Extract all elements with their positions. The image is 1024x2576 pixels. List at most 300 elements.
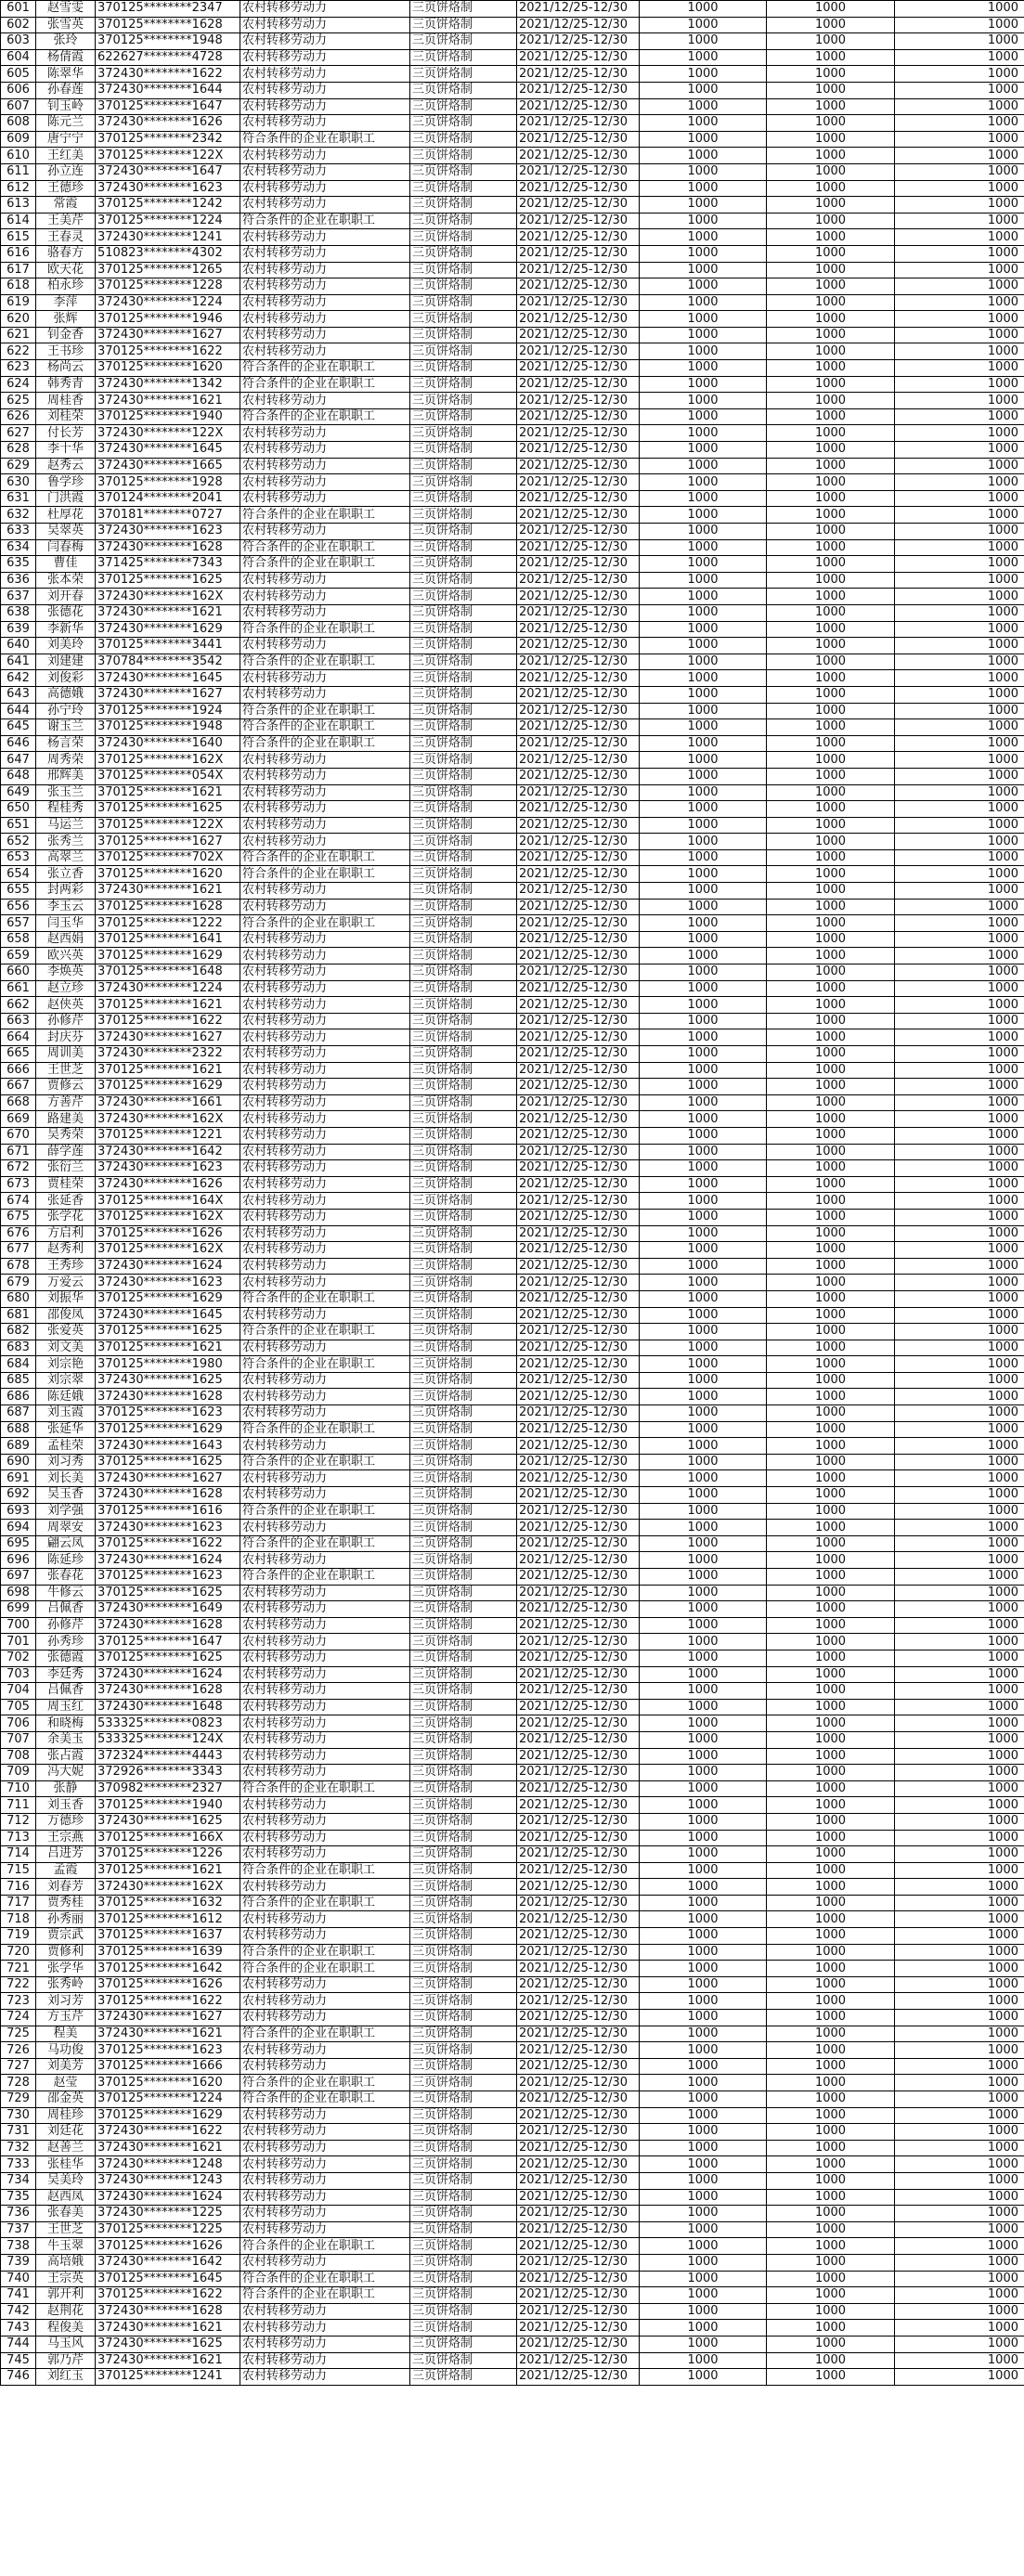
amount-3-cell: 1000 (895, 752, 1024, 769)
amount-1-cell: 1000 (640, 1160, 767, 1177)
person-category-cell: 农村转移劳动力 (240, 1127, 410, 1144)
amount-3-cell: 1000 (895, 654, 1024, 670)
amount-1-cell: 1000 (640, 1797, 767, 1814)
row-number-cell: 705 (1, 1699, 36, 1715)
amount-1-cell: 1000 (640, 834, 767, 850)
person-category-cell: 农村转移劳动力 (240, 474, 410, 491)
id-number-cell: 372430********1627 (96, 2010, 240, 2026)
person-name-cell: 骆春方 (36, 245, 96, 262)
training-date-cell: 2021/12/25-12/30 (517, 1879, 640, 1896)
row-number-cell: 658 (1, 931, 36, 948)
person-name-cell: 张学华 (36, 1961, 96, 1977)
training-date-cell: 2021/12/25-12/30 (517, 1928, 640, 1945)
amount-3-cell: 1000 (895, 2075, 1024, 2091)
training-project-cell: 三页饼烙制 (410, 1683, 517, 1700)
table-row (1, 2156, 1024, 2173)
training-date-cell: 2021/12/25-12/30 (517, 572, 640, 589)
person-category-cell: 农村转移劳动力 (240, 964, 410, 981)
person-category-cell: 农村转移劳动力 (240, 393, 410, 409)
amount-2-cell: 1000 (767, 703, 895, 719)
id-number-cell: 510823********4302 (96, 245, 240, 262)
training-project-cell: 三页饼烙制 (410, 1275, 517, 1291)
person-name-cell: 张延香 (36, 1193, 96, 1210)
training-project-cell: 三页饼烙制 (410, 2091, 517, 2108)
row-number-cell: 684 (1, 1356, 36, 1373)
table-row (1, 964, 1024, 981)
training-project-cell: 三页饼烙制 (410, 1846, 517, 1863)
amount-1-cell: 1000 (640, 474, 767, 491)
person-name-cell: 门洪霞 (36, 490, 96, 507)
training-date-cell: 2021/12/25-12/30 (517, 393, 640, 409)
training-project-cell: 三页饼烙制 (410, 148, 517, 164)
table-row (1, 883, 1024, 900)
amount-2-cell: 1000 (767, 604, 895, 621)
person-category-cell: 农村转移劳动力 (240, 1976, 410, 1993)
amount-2-cell: 1000 (767, 817, 895, 834)
person-name-cell: 张玉兰 (36, 784, 96, 801)
id-number-cell: 372430********1645 (96, 1307, 240, 1324)
training-project-cell: 三页饼烙制 (410, 1470, 517, 1487)
row-number-cell: 710 (1, 1780, 36, 1797)
row-number-cell: 673 (1, 1176, 36, 1193)
person-category-cell: 符合条件的企业在职职工 (240, 703, 410, 719)
id-number-cell: 370125********1242 (96, 197, 240, 214)
training-project-cell: 三页饼烙制 (410, 1307, 517, 1324)
amount-3-cell: 1000 (895, 817, 1024, 834)
training-date-cell: 2021/12/25-12/30 (517, 2140, 640, 2156)
training-date-cell: 2021/12/25-12/30 (517, 784, 640, 801)
person-category-cell: 农村转移劳动力 (240, 66, 410, 83)
table-row (1, 572, 1024, 589)
amount-2-cell: 1000 (767, 1046, 895, 1063)
training-date-cell: 2021/12/25-12/30 (517, 245, 640, 262)
training-date-cell: 2021/12/25-12/30 (517, 425, 640, 442)
person-category-cell: 农村转移劳动力 (240, 1258, 410, 1275)
row-number-cell: 734 (1, 2172, 36, 2189)
row-number-cell: 728 (1, 2075, 36, 2091)
table-row (1, 2010, 1024, 2026)
amount-2-cell: 1000 (767, 2140, 895, 2156)
table-row (1, 278, 1024, 295)
row-number-cell: 646 (1, 735, 36, 752)
amount-3-cell: 1000 (895, 197, 1024, 214)
amount-1-cell: 1000 (640, 1340, 767, 1356)
person-name-cell: 王书珍 (36, 343, 96, 360)
training-date-cell: 2021/12/25-12/30 (517, 1569, 640, 1586)
person-category-cell: 农村转移劳动力 (240, 1062, 410, 1079)
training-project-cell: 三页饼烙制 (410, 2336, 517, 2352)
amount-1-cell: 1000 (640, 2254, 767, 2271)
amount-1-cell: 1000 (640, 163, 767, 180)
training-project-cell: 三页饼烙制 (410, 115, 517, 132)
training-project-cell: 三页饼烙制 (410, 245, 517, 262)
id-number-cell: 370125********1980 (96, 1356, 240, 1373)
id-number-cell: 370125********1629 (96, 1421, 240, 1438)
amount-3-cell: 1000 (895, 1780, 1024, 1797)
amount-2-cell: 1000 (767, 1944, 895, 1961)
training-project-cell: 三页饼烙制 (410, 2010, 517, 2026)
person-category-cell: 农村转移劳动力 (240, 980, 410, 997)
person-category-cell: 符合条件的企业在职职工 (240, 213, 410, 229)
row-number-cell: 604 (1, 49, 36, 66)
person-category-cell: 符合条件的企业在职职工 (240, 1944, 410, 1961)
id-number-cell: 370125********162X (96, 1242, 240, 1259)
id-number-cell: 370125********166X (96, 1830, 240, 1846)
training-project-cell: 三页饼烙制 (410, 17, 517, 33)
amount-2-cell: 1000 (767, 2075, 895, 2091)
amount-1-cell: 1000 (640, 1666, 767, 1683)
table-row (1, 997, 1024, 1014)
person-name-cell: 万爱云 (36, 1275, 96, 1291)
id-number-cell: 370125********1625 (96, 572, 240, 589)
id-number-cell: 370125********1641 (96, 931, 240, 948)
row-number-cell: 617 (1, 262, 36, 278)
person-name-cell: 郭开利 (36, 2287, 96, 2304)
training-date-cell: 2021/12/25-12/30 (517, 1666, 640, 1683)
amount-3-cell: 1000 (895, 883, 1024, 900)
person-name-cell: 贾桂荣 (36, 1176, 96, 1193)
amount-3-cell: 1000 (895, 1062, 1024, 1079)
amount-3-cell: 1000 (895, 572, 1024, 589)
id-number-cell: 372430********1623 (96, 1275, 240, 1291)
amount-1-cell: 1000 (640, 638, 767, 654)
amount-3-cell: 1000 (895, 458, 1024, 474)
id-number-cell: 370125********1623 (96, 1569, 240, 1586)
table-row (1, 1879, 1024, 1896)
amount-3-cell: 1000 (895, 2206, 1024, 2222)
training-date-cell: 2021/12/25-12/30 (517, 2369, 640, 2386)
amount-1-cell: 1000 (640, 915, 767, 932)
amount-3-cell: 1000 (895, 131, 1024, 148)
training-date-cell: 2021/12/25-12/30 (517, 2254, 640, 2271)
amount-1-cell: 1000 (640, 931, 767, 948)
row-number-cell: 698 (1, 1585, 36, 1601)
person-category-cell: 农村转移劳动力 (240, 1797, 410, 1814)
row-number-cell: 691 (1, 1470, 36, 1487)
training-date-cell: 2021/12/25-12/30 (517, 1699, 640, 1715)
training-date-cell: 2021/12/25-12/30 (517, 964, 640, 981)
id-number-cell: 370125********1622 (96, 343, 240, 360)
id-number-cell: 370125********1622 (96, 1535, 240, 1552)
id-number-cell: 370125********1621 (96, 1340, 240, 1356)
table-row (1, 1585, 1024, 1601)
person-category-cell: 农村转移劳动力 (240, 2156, 410, 2173)
amount-1-cell: 1000 (640, 294, 767, 311)
amount-2-cell: 1000 (767, 1421, 895, 1438)
row-number-cell: 723 (1, 1993, 36, 2010)
person-category-cell: 符合条件的企业在职职工 (240, 2271, 410, 2287)
person-name-cell: 刘俊彩 (36, 670, 96, 687)
amount-3-cell: 1000 (895, 1699, 1024, 1715)
amount-1-cell: 1000 (640, 1650, 767, 1666)
person-category-cell: 农村转移劳动力 (240, 1813, 410, 1830)
amount-1-cell: 1000 (640, 654, 767, 670)
amount-2-cell: 1000 (767, 1225, 895, 1242)
id-number-cell: 370125********1632 (96, 1895, 240, 1911)
table-row (1, 1830, 1024, 1846)
row-number-cell: 681 (1, 1307, 36, 1324)
row-number-cell: 657 (1, 915, 36, 932)
training-date-cell: 2021/12/25-12/30 (517, 2172, 640, 2189)
training-project-cell: 三页饼烙制 (410, 2124, 517, 2141)
person-category-cell: 符合条件的企业在职职工 (240, 376, 410, 393)
training-project-cell: 三页饼烙制 (410, 1634, 517, 1650)
training-date-cell: 2021/12/25-12/30 (517, 163, 640, 180)
training-project-cell: 三页饼烙制 (410, 1520, 517, 1536)
table-row (1, 556, 1024, 573)
id-number-cell: 370125********2347 (96, 1, 240, 18)
table-row (1, 197, 1024, 214)
id-number-cell: 372430********1241 (96, 229, 240, 246)
id-number-cell: 372430********162X (96, 589, 240, 605)
amount-3-cell: 1000 (895, 425, 1024, 442)
amount-3-cell: 1000 (895, 931, 1024, 948)
table-row (1, 1911, 1024, 1928)
amount-2-cell: 1000 (767, 1520, 895, 1536)
training-project-cell: 三页饼烙制 (410, 2303, 517, 2320)
person-category-cell: 符合条件的企业在职职工 (240, 1356, 410, 1373)
amount-3-cell: 1000 (895, 2189, 1024, 2206)
amount-1-cell: 1000 (640, 1535, 767, 1552)
training-date-cell: 2021/12/25-12/30 (517, 1520, 640, 1536)
table-row (1, 1601, 1024, 1618)
row-number-cell: 653 (1, 849, 36, 866)
table-row (1, 2107, 1024, 2124)
person-category-cell: 农村转移劳动力 (240, 817, 410, 834)
training-project-cell: 三页饼烙制 (410, 474, 517, 491)
amount-3-cell: 1000 (895, 408, 1024, 425)
training-date-cell: 2021/12/25-12/30 (517, 1748, 640, 1765)
amount-3-cell: 1000 (895, 360, 1024, 377)
training-date-cell: 2021/12/25-12/30 (517, 1013, 640, 1029)
training-project-cell: 三页饼烙制 (410, 1715, 517, 1732)
amount-1-cell: 1000 (640, 1715, 767, 1732)
person-name-cell: 孙秀丽 (36, 1911, 96, 1928)
table-row (1, 66, 1024, 83)
amount-2-cell: 1000 (767, 1780, 895, 1797)
person-name-cell: 刘宗翠 (36, 1372, 96, 1389)
person-category-cell: 农村转移劳动力 (240, 2058, 410, 2075)
person-name-cell: 王德珍 (36, 180, 96, 197)
person-category-cell: 农村转移劳动力 (240, 278, 410, 295)
person-name-cell: 贾宗武 (36, 1928, 96, 1945)
person-name-cell: 孙秀珍 (36, 1634, 96, 1650)
amount-2-cell: 1000 (767, 1258, 895, 1275)
amount-1-cell: 1000 (640, 1601, 767, 1618)
amount-3-cell: 1000 (895, 33, 1024, 50)
amount-1-cell: 1000 (640, 1895, 767, 1911)
person-category-cell: 农村转移劳动力 (240, 2320, 410, 2337)
id-number-cell: 372926********3343 (96, 1765, 240, 1781)
training-project-cell: 三页饼烙制 (410, 1258, 517, 1275)
training-date-cell: 2021/12/25-12/30 (517, 1552, 640, 1569)
amount-2-cell: 1000 (767, 1094, 895, 1111)
amount-1-cell: 1000 (640, 1258, 767, 1275)
amount-2-cell: 1000 (767, 131, 895, 148)
table-row (1, 507, 1024, 524)
amount-3-cell: 1000 (895, 964, 1024, 981)
amount-3-cell: 1000 (895, 638, 1024, 654)
row-number-cell: 609 (1, 131, 36, 148)
row-number-cell: 619 (1, 294, 36, 311)
table-row (1, 1503, 1024, 1520)
amount-2-cell: 1000 (767, 1911, 895, 1928)
training-project-cell: 三页饼烙制 (410, 1454, 517, 1470)
row-number-cell: 701 (1, 1634, 36, 1650)
amount-3-cell: 1000 (895, 1094, 1024, 1111)
amount-1-cell: 1000 (640, 621, 767, 638)
row-number-cell: 731 (1, 2124, 36, 2141)
id-number-cell: 372430********1621 (96, 2140, 240, 2156)
row-number-cell: 641 (1, 654, 36, 670)
person-category-cell: 农村转移劳动力 (240, 262, 410, 278)
training-project-cell: 三页饼烙制 (410, 376, 517, 393)
amount-3-cell: 1000 (895, 2336, 1024, 2352)
person-name-cell: 程俊美 (36, 2320, 96, 2337)
id-number-cell: 372430********1645 (96, 670, 240, 687)
table-row (1, 458, 1024, 474)
row-number-cell: 716 (1, 1879, 36, 1896)
id-number-cell: 370125********1648 (96, 964, 240, 981)
person-name-cell: 张本荣 (36, 572, 96, 589)
table-row (1, 1127, 1024, 1144)
training-project-cell: 三页饼烙制 (410, 507, 517, 524)
id-number-cell: 370125********1626 (96, 2238, 240, 2255)
amount-1-cell: 1000 (640, 343, 767, 360)
training-date-cell: 2021/12/25-12/30 (517, 1258, 640, 1275)
person-name-cell: 赵荆花 (36, 2303, 96, 2320)
amount-3-cell: 1000 (895, 294, 1024, 311)
amount-1-cell: 1000 (640, 148, 767, 164)
table-row (1, 1013, 1024, 1029)
training-project-cell: 三页饼烙制 (410, 604, 517, 621)
amount-3-cell: 1000 (895, 2124, 1024, 2141)
id-number-cell: 370125********1629 (96, 1290, 240, 1307)
training-project-cell: 三页饼烙制 (410, 2369, 517, 2386)
table-row (1, 1193, 1024, 1210)
id-number-cell: 370125********1645 (96, 2271, 240, 2287)
id-number-cell: 370125********1226 (96, 1846, 240, 1863)
id-number-cell: 372430********1642 (96, 1144, 240, 1160)
amount-1-cell: 1000 (640, 2320, 767, 2337)
amount-2-cell: 1000 (767, 1634, 895, 1650)
id-number-cell: 370125********1647 (96, 1634, 240, 1650)
amount-1-cell: 1000 (640, 1699, 767, 1715)
person-category-cell: 农村转移劳动力 (240, 2189, 410, 2206)
person-name-cell: 孟桂荣 (36, 1438, 96, 1455)
person-category-cell: 农村转移劳动力 (240, 2336, 410, 2352)
person-name-cell: 贾秀桂 (36, 1895, 96, 1911)
amount-2-cell: 1000 (767, 490, 895, 507)
training-project-cell: 三页饼烙制 (410, 1601, 517, 1618)
training-project-cell: 三页饼烙制 (410, 1830, 517, 1846)
amount-3-cell: 1000 (895, 2058, 1024, 2075)
person-category-cell: 符合条件的企业在职职工 (240, 1780, 410, 1797)
amount-1-cell: 1000 (640, 883, 767, 900)
amount-3-cell: 1000 (895, 1454, 1024, 1470)
id-number-cell: 372430********1642 (96, 2254, 240, 2271)
amount-3-cell: 1000 (895, 1290, 1024, 1307)
training-date-cell: 2021/12/25-12/30 (517, 197, 640, 214)
amount-3-cell: 1000 (895, 1242, 1024, 1259)
training-date-cell: 2021/12/25-12/30 (517, 294, 640, 311)
amount-1-cell: 1000 (640, 801, 767, 818)
amount-1-cell: 1000 (640, 1569, 767, 1586)
training-project-cell: 三页饼烙制 (410, 1389, 517, 1405)
amount-2-cell: 1000 (767, 1454, 895, 1470)
person-name-cell: 张辉 (36, 311, 96, 328)
training-date-cell: 2021/12/25-12/30 (517, 1846, 640, 1863)
amount-1-cell: 1000 (640, 2352, 767, 2369)
table-row (1, 1421, 1024, 1438)
training-date-cell: 2021/12/25-12/30 (517, 1813, 640, 1830)
amount-2-cell: 1000 (767, 539, 895, 556)
id-number-cell: 372430********1224 (96, 294, 240, 311)
training-date-cell: 2021/12/25-12/30 (517, 1470, 640, 1487)
amount-2-cell: 1000 (767, 1503, 895, 1520)
id-number-cell: 372430********162X (96, 1879, 240, 1896)
table-row (1, 17, 1024, 33)
row-number-cell: 738 (1, 2238, 36, 2255)
amount-3-cell: 1000 (895, 1993, 1024, 2010)
table-row (1, 148, 1024, 164)
person-name-cell: 孟霞 (36, 1862, 96, 1879)
amount-1-cell: 1000 (640, 2156, 767, 2173)
amount-3-cell: 1000 (895, 2221, 1024, 2238)
amount-3-cell: 1000 (895, 866, 1024, 883)
row-number-cell: 616 (1, 245, 36, 262)
amount-3-cell: 1000 (895, 2140, 1024, 2156)
amount-2-cell: 1000 (767, 507, 895, 524)
amount-2-cell: 1000 (767, 408, 895, 425)
amount-1-cell: 1000 (640, 1911, 767, 1928)
row-number-cell: 659 (1, 948, 36, 964)
person-category-cell: 农村转移劳动力 (240, 180, 410, 197)
person-name-cell: 和晓梅 (36, 1715, 96, 1732)
table-row (1, 980, 1024, 997)
training-project-cell: 三页饼烙制 (410, 1780, 517, 1797)
amount-1-cell: 1000 (640, 752, 767, 769)
id-number-cell: 370125********1241 (96, 2369, 240, 2386)
person-name-cell: 张德霞 (36, 1650, 96, 1666)
person-category-cell: 农村转移劳动力 (240, 82, 410, 98)
person-name-cell: 邢辉美 (36, 768, 96, 784)
row-number-cell: 640 (1, 638, 36, 654)
person-name-cell: 赵秀利 (36, 1242, 96, 1259)
person-name-cell: 薛学莲 (36, 1144, 96, 1160)
training-date-cell: 2021/12/25-12/30 (517, 980, 640, 997)
id-number-cell: 370125********1629 (96, 2107, 240, 2124)
person-name-cell: 刘春芳 (36, 1879, 96, 1896)
training-project-cell: 三页饼烙制 (410, 442, 517, 459)
row-number-cell: 703 (1, 1666, 36, 1683)
amount-3-cell: 1000 (895, 2303, 1024, 2320)
training-project-cell: 三页饼烙制 (410, 719, 517, 736)
training-date-cell: 2021/12/25-12/30 (517, 948, 640, 964)
row-number-cell: 672 (1, 1160, 36, 1177)
amount-2-cell: 1000 (767, 670, 895, 687)
training-project-cell: 三页饼烙制 (410, 1765, 517, 1781)
row-number-cell: 618 (1, 278, 36, 295)
person-category-cell: 农村转移劳动力 (240, 801, 410, 818)
table-row (1, 1487, 1024, 1504)
amount-1-cell: 1000 (640, 980, 767, 997)
amount-1-cell: 1000 (640, 425, 767, 442)
amount-2-cell: 1000 (767, 735, 895, 752)
person-category-cell: 符合条件的企业在职职工 (240, 2091, 410, 2108)
row-number-cell: 625 (1, 393, 36, 409)
amount-1-cell: 1000 (640, 2091, 767, 2108)
